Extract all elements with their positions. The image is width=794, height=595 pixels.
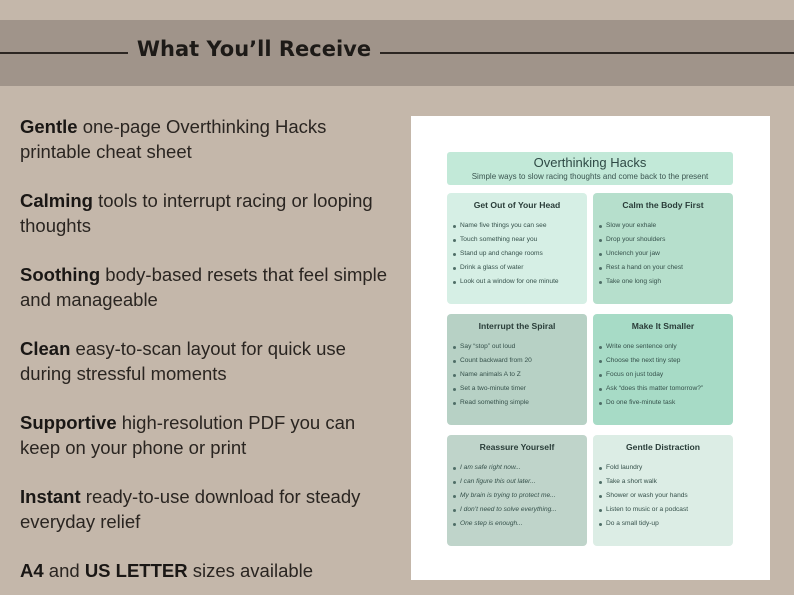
card-item: Touch something near you xyxy=(453,233,581,247)
card-item: Listen to music or a podcast xyxy=(599,503,727,517)
card-item: Read something simple xyxy=(453,396,581,410)
card-interrupt-the-spiral xyxy=(447,314,587,425)
card-item: My brain is trying to protect me... xyxy=(453,489,581,503)
banner-right-rule xyxy=(380,52,794,54)
card-reassure-yourself xyxy=(447,435,587,546)
card-item: Name five things you can see xyxy=(453,219,581,233)
feature-text: and xyxy=(43,560,85,581)
banner-title: What You’ll Receive xyxy=(136,37,372,61)
feature-text-2: sizes available xyxy=(187,560,314,581)
card-title: Make It Smaller xyxy=(631,321,695,331)
card-item: Ask “does this matter tomorrow?” xyxy=(599,382,727,396)
sheet-title: Overthinking Hacks xyxy=(533,155,647,170)
sheet-subtitle: Simple ways to slow racing thoughts and come back to the present xyxy=(471,172,709,181)
header-banner xyxy=(0,20,794,86)
cheat-sheet-preview xyxy=(411,116,770,580)
card-item: Choose the next tiny step xyxy=(599,354,727,368)
card-calm-the-body-first xyxy=(593,193,733,304)
card-item: One step is enough... xyxy=(453,517,581,531)
card-item: Rest a hand on your chest xyxy=(599,261,727,275)
card-item: Fold laundry xyxy=(599,461,727,475)
feature-bold-2: US LETTER xyxy=(84,560,188,581)
card-item: Do a small tidy-up xyxy=(599,517,727,531)
card-make-it-smaller xyxy=(593,314,733,425)
card-title: Reassure Yourself xyxy=(479,442,555,452)
feature-item xyxy=(20,188,400,238)
card-item: I don’t need to solve everything... xyxy=(453,503,581,517)
card-item: Slow your exhale xyxy=(599,219,727,233)
card-get-out-of-your-head xyxy=(447,193,587,304)
feature-item xyxy=(20,484,400,534)
feature-text: one-page Overthinking Hacks printable cheat sheet xyxy=(20,116,327,162)
feature-text: tools to interrupt racing or looping thoughts xyxy=(20,190,373,236)
feature-bold: Gentle xyxy=(20,116,78,137)
feature-bold: Instant xyxy=(20,486,81,507)
card-item: Set a two-minute timer xyxy=(453,382,581,396)
feature-bold: A4 xyxy=(20,560,44,581)
feature-bold: Soothing xyxy=(20,264,101,285)
card-item: Name animals A to Z xyxy=(453,368,581,382)
feature-bold: Calming xyxy=(20,190,93,211)
card-item: Take a short walk xyxy=(599,475,727,489)
feature-text: ready-to-use download for steady everyday relief xyxy=(20,486,361,532)
card-item: Unclench your jaw xyxy=(599,247,727,261)
card-title: Gentle Distraction xyxy=(625,442,701,452)
card-item: Focus on just today xyxy=(599,368,727,382)
card-title: Calm the Body First xyxy=(622,200,704,210)
card-item: Look out a window for one minute xyxy=(453,275,581,289)
feature-bold: Clean xyxy=(20,338,71,359)
card-item: Drop your shoulders xyxy=(599,233,727,247)
card-item: I am safe right now... xyxy=(453,461,581,475)
card-item: Shower or wash your hands xyxy=(599,489,727,503)
feature-item xyxy=(20,558,400,583)
card-item: I can figure this out later... xyxy=(453,475,581,489)
card-gentle-distraction xyxy=(593,435,733,546)
card-item: Do one five-minute task xyxy=(599,396,727,410)
feature-text: easy-to-scan layout for quick use during stressful moments xyxy=(20,338,346,384)
card-title: Interrupt the Spiral xyxy=(478,321,556,331)
feature-text: high-resolution PDF you can keep on your phone or print xyxy=(20,412,356,458)
card-item: Stand up and change rooms xyxy=(453,247,581,261)
feature-bold: Supportive xyxy=(20,412,117,433)
card-title: Get Out of Your Head xyxy=(473,200,561,210)
feature-item xyxy=(20,336,400,386)
feature-text: body-based resets that feel simple and manageable xyxy=(20,264,388,310)
card-item: Drink a glass of water xyxy=(453,261,581,275)
card-item: Take one long sigh xyxy=(599,275,727,289)
card-item: Count backward from 20 xyxy=(453,354,581,368)
feature-item xyxy=(20,410,400,460)
feature-item xyxy=(20,262,400,312)
card-item: Say “stop” out loud xyxy=(453,340,581,354)
feature-item xyxy=(20,114,400,164)
sheet-header xyxy=(447,152,733,185)
card-item: Write one sentence only xyxy=(599,340,727,354)
feature-list xyxy=(20,114,400,595)
